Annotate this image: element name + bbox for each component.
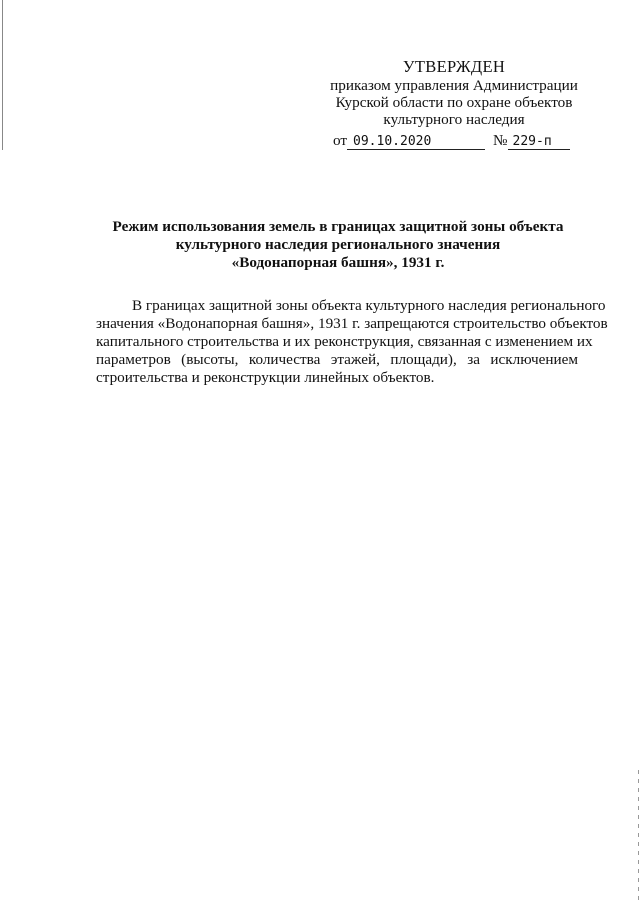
approval-heading: УТВЕРЖДЕН <box>402 57 506 76</box>
body-line: капитального строительства и их реконструкция, связанная с изменением их <box>96 333 593 350</box>
approval-date-row <box>333 132 573 150</box>
title-line: культурного наследия регионального значения <box>175 236 501 253</box>
body-line: значения «Водонапорная башня», 1931 г. запрещаются строительство объектов <box>96 315 608 332</box>
date-label: от <box>333 132 348 149</box>
body-paragraph <box>96 297 608 387</box>
approval-block <box>330 58 578 128</box>
title-line: «Водонапорная башня», 1931 г. <box>231 254 445 271</box>
approval-line: культурного наследия <box>383 111 525 128</box>
document-title <box>80 218 596 272</box>
body-line: строительства и реконструкции линейных объектов. <box>96 369 435 386</box>
title-line: Режим использования земель в границах защитной зоны объекта <box>112 218 564 235</box>
approval-line: Курской области по охране объектов <box>335 94 573 111</box>
date-value: 09.10.2020 <box>347 134 485 150</box>
approval-line: приказом управления Администрации <box>330 77 578 94</box>
scan-edge-right <box>638 770 639 900</box>
body-line: параметров (высоты, количества этажей, площади), за исключением <box>96 351 578 368</box>
number-value: 229-п <box>508 134 570 150</box>
body-line: В границах защитной зоны объекта культурного наследия регионального <box>132 297 606 314</box>
scan-edge-left <box>2 0 3 150</box>
number-label: № <box>493 132 508 149</box>
